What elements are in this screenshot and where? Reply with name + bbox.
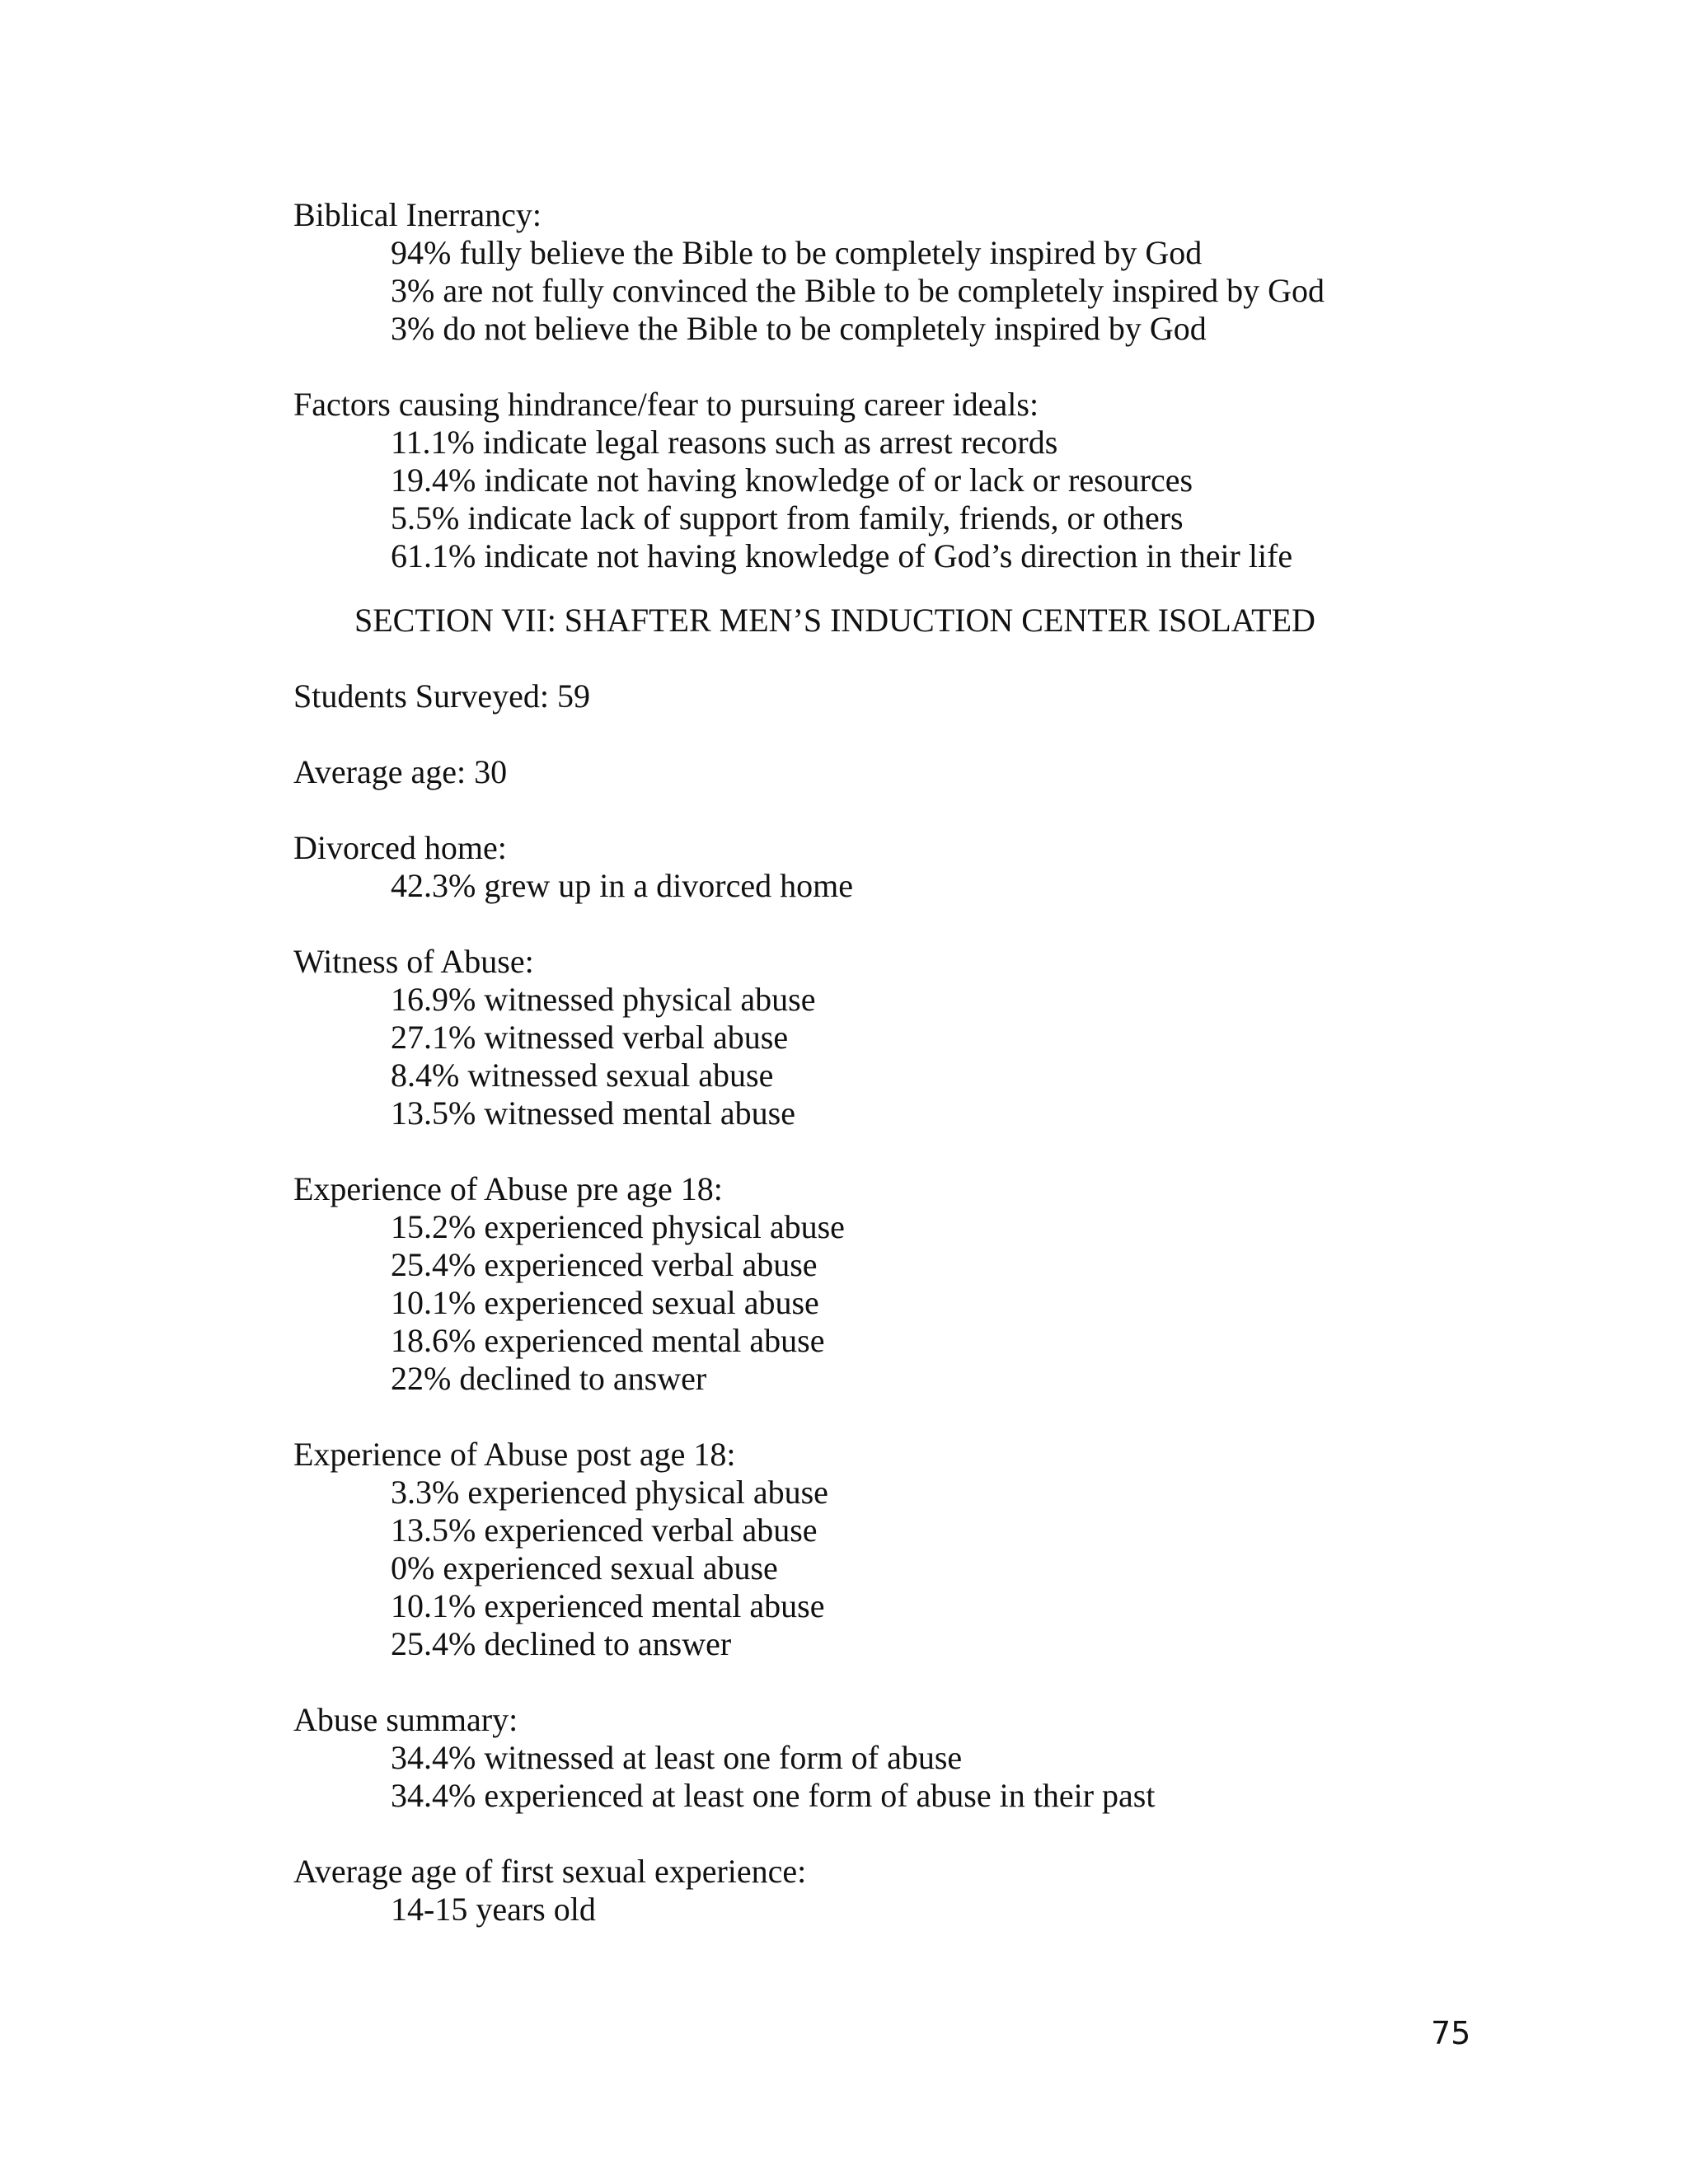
block-item: 0% experienced sexual abuse: [391, 1549, 778, 1586]
block-item: 11.1% indicate legal reasons such as arrest records: [391, 424, 1058, 461]
block-heading: Witness of Abuse:: [293, 943, 534, 980]
block-item: 25.4% declined to answer: [391, 1625, 732, 1662]
blocks-after: [293, 677, 1612, 1929]
page-body: [293, 196, 1612, 1929]
block-heading: Average age: 30: [293, 753, 508, 790]
block-item: 10.1% experienced mental abuse: [391, 1587, 825, 1624]
block-item: 3% do not believe the Bible to be completely inspired by God: [391, 310, 1207, 347]
block-item: 13.5% witnessed mental abuse: [391, 1094, 795, 1132]
block-heading: Experience of Abuse pre age 18:: [293, 1170, 723, 1207]
block-heading: Divorced home:: [293, 829, 507, 866]
block-item: 15.2% experienced physical abuse: [391, 1208, 845, 1245]
block-item: 13.5% experienced verbal abuse: [391, 1511, 818, 1549]
block-gap: [293, 1663, 1612, 1701]
block-gap: [293, 348, 1612, 386]
block-item: 42.3% grew up in a divorced home: [391, 867, 853, 904]
block-item: 34.4% witnessed at least one form of abuse: [391, 1739, 963, 1776]
block-item: 18.6% experienced mental abuse: [391, 1322, 825, 1359]
block-item: 8.4% witnessed sexual abuse: [391, 1057, 774, 1094]
block-gap: [293, 1815, 1612, 1853]
block-heading: Factors causing hindrance/fear to pursuing career ideals:: [293, 386, 1039, 423]
block-gap: [293, 1132, 1612, 1170]
block-heading: Average age of first sexual experience:: [293, 1853, 807, 1890]
block-item: 27.1% witnessed verbal abuse: [391, 1019, 789, 1056]
block-gap: [293, 715, 1612, 753]
block-gap: [293, 1398, 1612, 1436]
block-item: 94% fully believe the Bible to be completely inspired by God: [391, 234, 1203, 271]
block-item: 14-15 years old: [391, 1891, 596, 1928]
block-gap: [293, 905, 1612, 943]
block-item: 10.1% experienced sexual abuse: [391, 1284, 819, 1321]
block-item: 61.1% indicate not having knowledge of God’s direction in their life: [391, 537, 1293, 574]
block-item: 19.4% indicate not having knowledge of or lack or resources: [391, 462, 1193, 499]
block-item: 3% are not fully convinced the Bible to be completely inspired by God: [391, 272, 1325, 309]
block-item: 3.3% experienced physical abuse: [391, 1474, 828, 1511]
block-item: 5.5% indicate lack of support from family, friends, or others: [391, 499, 1184, 537]
section-title: SECTION VII: SHAFTER MEN’S INDUCTION CENTER ISOLATED: [354, 602, 1315, 639]
block-heading: Biblical Inerrancy:: [293, 196, 542, 233]
block-item: 25.4% experienced verbal abuse: [391, 1246, 818, 1283]
block-item: 22% declined to answer: [391, 1360, 707, 1397]
page-number: 75: [1431, 2015, 1471, 2051]
block-gap: [293, 791, 1612, 829]
block-item: 16.9% witnessed physical abuse: [391, 981, 816, 1018]
block-heading: Abuse summary:: [293, 1701, 518, 1738]
block-heading: Students Surveyed: 59: [293, 677, 590, 715]
block-heading: Experience of Abuse post age 18:: [293, 1436, 736, 1473]
block-item: 34.4% experienced at least one form of abuse in their past: [391, 1777, 1156, 1814]
blocks-before: [293, 196, 1612, 575]
